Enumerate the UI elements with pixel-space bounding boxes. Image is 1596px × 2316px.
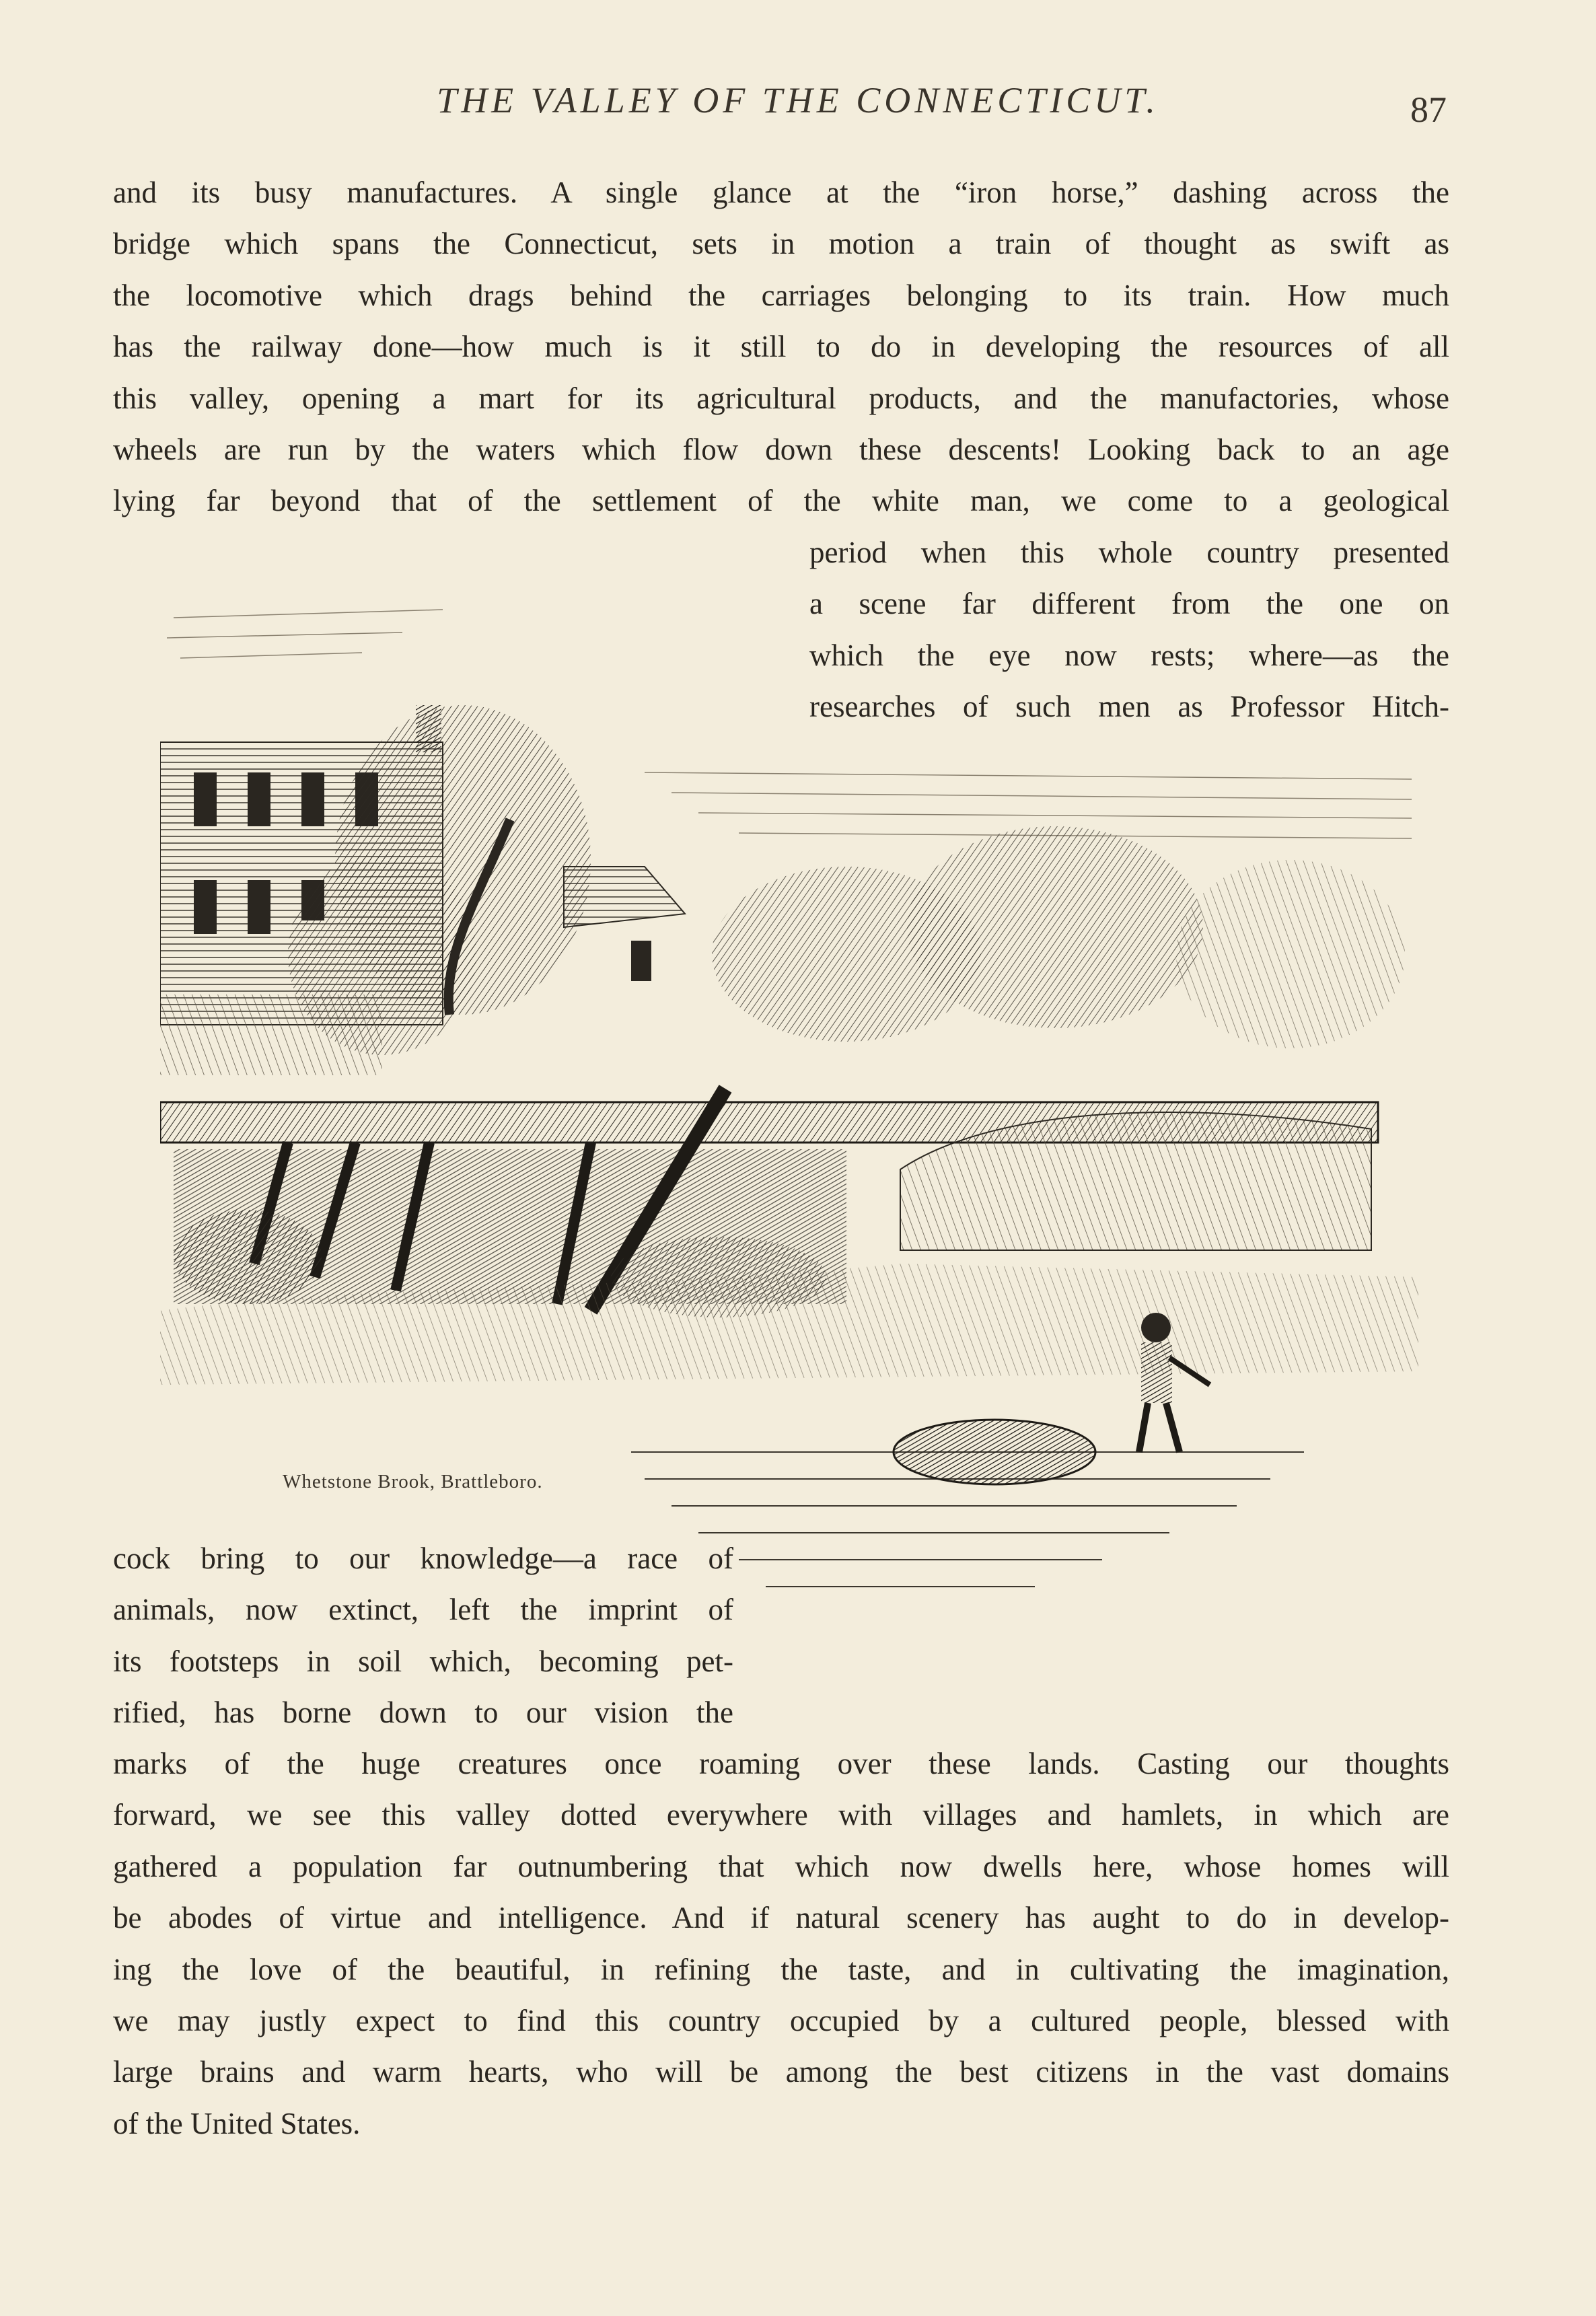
figure-caption: Whetstone Brook, Brattleboro. bbox=[283, 1471, 543, 1492]
text-line: period when this whole country presented bbox=[809, 536, 1449, 569]
text-line: its footsteps in soil which, becoming pet- bbox=[113, 1644, 733, 1678]
text-line: ing the love of the beautiful, in refining the taste, and in cultivating the imagination, bbox=[113, 1952, 1449, 1986]
tree-foliage bbox=[288, 705, 1405, 1055]
text-line: we may justly expect to find this country occupied by a cultured people, blessed with bbox=[113, 2004, 1449, 2038]
text-line: researches of such men as Professor Hitch- bbox=[809, 690, 1449, 724]
text-line: a scene far different from the one on bbox=[809, 587, 1449, 621]
text-line: has the railway done—how much is it still to do in developing the resources of all bbox=[113, 330, 1449, 364]
bottom-paragraph bbox=[113, 1738, 1449, 2149]
text-line: this valley, opening a mart for its agricultural products, and the manufactories, whose bbox=[113, 381, 1449, 415]
text-line: of the United States. bbox=[113, 2106, 361, 2140]
text-line: marks of the huge creatures once roaming over these lands. Casting our thoughts bbox=[113, 1747, 1449, 1780]
text-line: rified, has borne down to our vision the bbox=[113, 1696, 733, 1730]
text-line: bridge which spans the Connecticut, sets in motion a train of thought as swift as bbox=[113, 227, 1449, 261]
left-column-text bbox=[113, 1533, 733, 1739]
text-line: large brains and warm hearts, who will be among the best citizens in the vast domains bbox=[113, 2055, 1449, 2089]
top-paragraph bbox=[113, 167, 1449, 527]
barrel bbox=[894, 1420, 1095, 1484]
text-line: cock bring to our knowledge—a race of bbox=[113, 1542, 733, 1575]
page-number: 87 bbox=[1410, 89, 1447, 130]
text-line: forward, we see this valley dotted everywhere with villages and hamlets, in which are bbox=[113, 1798, 1449, 1832]
running-title: THE VALLEY OF THE CONNECTICUT. bbox=[437, 80, 1159, 120]
text-line: which the eye now rests; where—as the bbox=[809, 638, 1449, 672]
text-line: the locomotive which drags behind the carriages belonging to its train. How much bbox=[113, 278, 1449, 312]
text-line: be abodes of virtue and intelligence. And if natural scenery has aught to do in develop- bbox=[113, 1901, 1449, 1935]
whetstone-brook-engraving bbox=[160, 577, 1418, 1681]
text-line: animals, now extinct, left the imprint of bbox=[113, 1593, 733, 1627]
text-line: gathered a population far outnumbering that which now dwells here, whose homes will bbox=[113, 1849, 1449, 1883]
text-line: wheels are run by the waters which flow down these descents! Looking back to an age bbox=[113, 433, 1449, 467]
text-line: lying far beyond that of the settlement of the white man, we come to a geological bbox=[113, 484, 1449, 518]
text-line: and its busy manufactures. A single glance at the “iron horse,” dashing across the bbox=[113, 176, 1449, 209]
